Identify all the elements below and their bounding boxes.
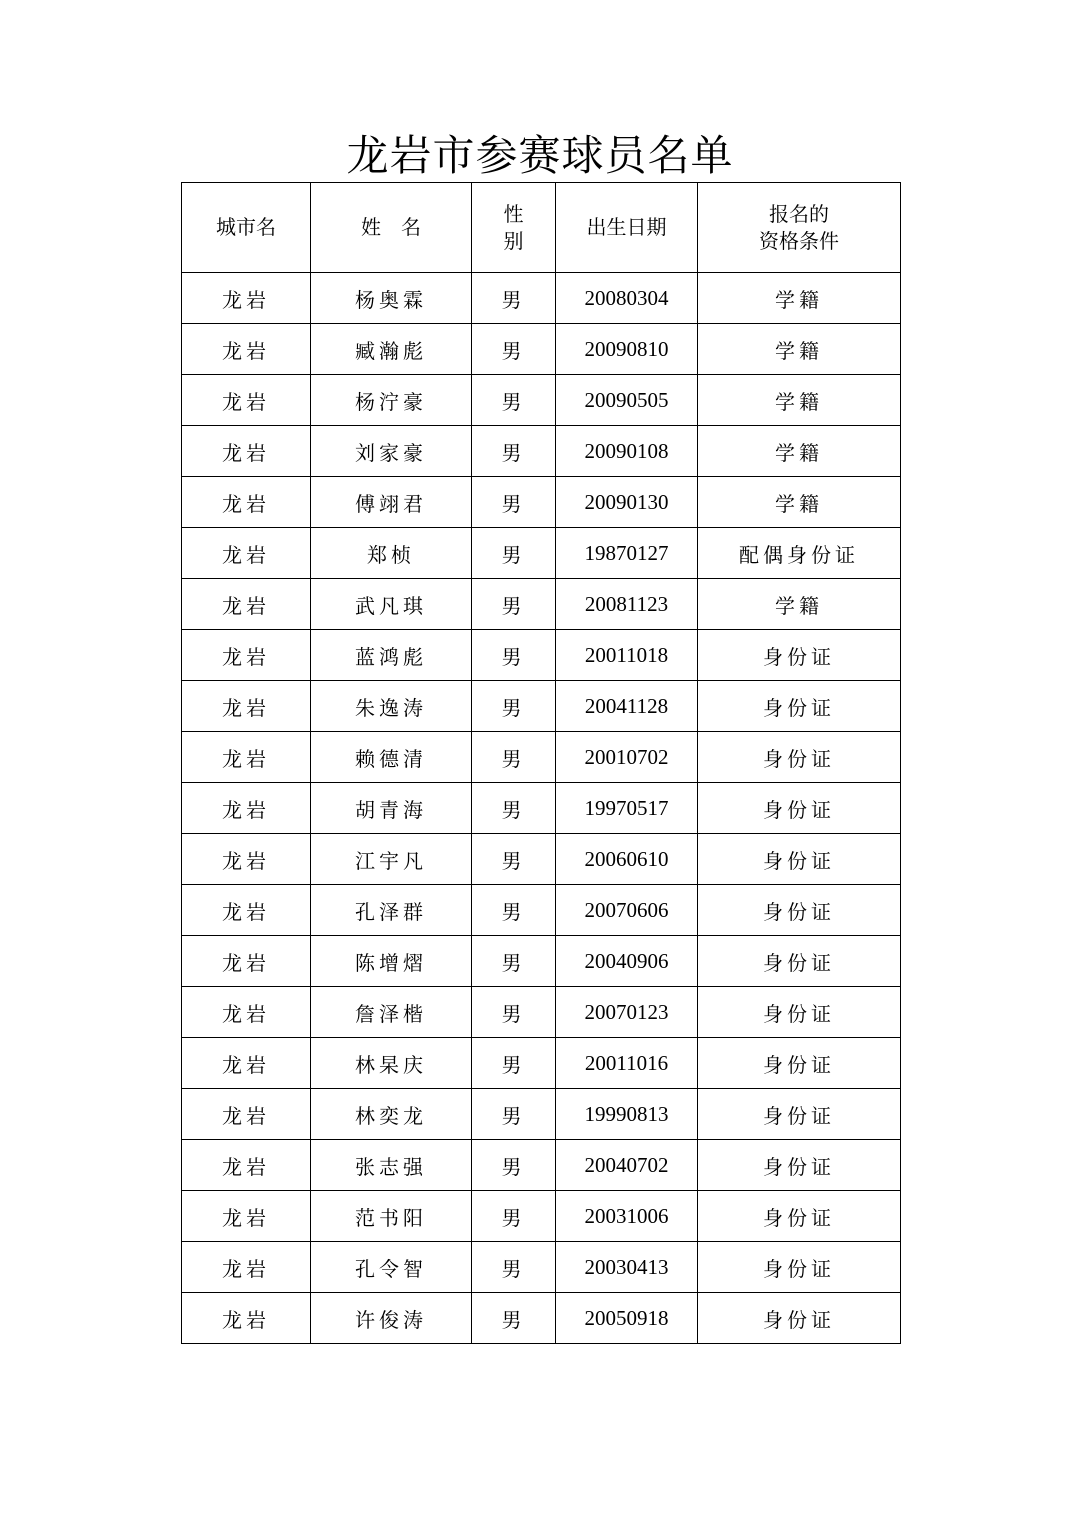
cell-eligibility: 学籍 (698, 579, 901, 630)
cell-gender: 男 (472, 987, 556, 1038)
table-row (182, 885, 901, 936)
table-row (182, 1242, 901, 1293)
cell-gender: 男 (472, 630, 556, 681)
cell-name: 杨泞豪 (311, 375, 472, 426)
cell-name: 孔泽群 (311, 885, 472, 936)
cell-eligibility: 身份证 (698, 834, 901, 885)
cell-name: 郑桢 (311, 528, 472, 579)
table-row (182, 987, 901, 1038)
table-row (182, 1038, 901, 1089)
cell-birth-date: 19990813 (556, 1089, 698, 1140)
cell-birth-date: 20070606 (556, 885, 698, 936)
cell-city: 龙岩 (182, 1191, 311, 1242)
cell-eligibility: 身份证 (698, 681, 901, 732)
cell-name: 傅翊君 (311, 477, 472, 528)
cell-gender: 男 (472, 732, 556, 783)
cell-eligibility: 身份证 (698, 1242, 901, 1293)
page-title: 龙岩市参赛球员名单 (346, 131, 734, 180)
cell-eligibility: 身份证 (698, 1038, 901, 1089)
cell-city: 龙岩 (182, 273, 311, 324)
cell-city: 龙岩 (182, 1293, 311, 1344)
cell-name: 江宇凡 (311, 834, 472, 885)
header-name: 姓 名 (311, 183, 472, 273)
cell-name: 武凡琪 (311, 579, 472, 630)
cell-name: 臧瀚彪 (311, 324, 472, 375)
cell-eligibility: 身份证 (698, 987, 901, 1038)
header-birth-date: 出生日期 (556, 183, 698, 273)
table-row (182, 273, 901, 324)
cell-birth-date: 19970517 (556, 783, 698, 834)
cell-eligibility: 身份证 (698, 1191, 901, 1242)
cell-birth-date: 20040906 (556, 936, 698, 987)
cell-city: 龙岩 (182, 630, 311, 681)
cell-gender: 男 (472, 834, 556, 885)
table-row (182, 324, 901, 375)
cell-city: 龙岩 (182, 681, 311, 732)
cell-gender: 男 (472, 1089, 556, 1140)
cell-birth-date: 19870127 (556, 528, 698, 579)
cell-birth-date: 20090108 (556, 426, 698, 477)
cell-city: 龙岩 (182, 579, 311, 630)
table-row (182, 1140, 901, 1191)
header-eligibility: 报名的 资格条件 (698, 183, 901, 273)
cell-birth-date: 20031006 (556, 1191, 698, 1242)
cell-birth-date: 20060610 (556, 834, 698, 885)
cell-city: 龙岩 (182, 783, 311, 834)
cell-eligibility: 身份证 (698, 885, 901, 936)
cell-gender: 男 (472, 1191, 556, 1242)
cell-eligibility: 学籍 (698, 477, 901, 528)
cell-city: 龙岩 (182, 477, 311, 528)
cell-name: 林杲庆 (311, 1038, 472, 1089)
cell-birth-date: 20011018 (556, 630, 698, 681)
cell-eligibility: 身份证 (698, 783, 901, 834)
cell-birth-date: 20030413 (556, 1242, 698, 1293)
cell-gender: 男 (472, 1140, 556, 1191)
cell-name: 刘家豪 (311, 426, 472, 477)
cell-birth-date: 20090505 (556, 375, 698, 426)
cell-city: 龙岩 (182, 375, 311, 426)
cell-eligibility: 身份证 (698, 1293, 901, 1344)
table-row (182, 834, 901, 885)
cell-gender: 男 (472, 1293, 556, 1344)
cell-gender: 男 (472, 681, 556, 732)
table-row (182, 732, 901, 783)
cell-birth-date: 20040702 (556, 1140, 698, 1191)
table-row (182, 1191, 901, 1242)
cell-city: 龙岩 (182, 732, 311, 783)
cell-gender: 男 (472, 579, 556, 630)
table-row (182, 426, 901, 477)
cell-city: 龙岩 (182, 1089, 311, 1140)
cell-city: 龙岩 (182, 936, 311, 987)
cell-city: 龙岩 (182, 1140, 311, 1191)
cell-eligibility: 身份证 (698, 936, 901, 987)
cell-birth-date: 20011016 (556, 1038, 698, 1089)
cell-birth-date: 20050918 (556, 1293, 698, 1344)
table-row (182, 681, 901, 732)
cell-name: 赖德清 (311, 732, 472, 783)
cell-gender: 男 (472, 528, 556, 579)
cell-name: 林奕龙 (311, 1089, 472, 1140)
cell-gender: 男 (472, 477, 556, 528)
cell-city: 龙岩 (182, 987, 311, 1038)
table-row (182, 1089, 901, 1140)
table-row (182, 783, 901, 834)
table-row (182, 1293, 901, 1344)
cell-gender: 男 (472, 375, 556, 426)
header-city: 城市名 (182, 183, 311, 273)
cell-gender: 男 (472, 936, 556, 987)
player-roster-table (181, 182, 901, 1344)
cell-eligibility: 配偶身份证 (698, 528, 901, 579)
cell-birth-date: 20090810 (556, 324, 698, 375)
table-row (182, 936, 901, 987)
table-row (182, 528, 901, 579)
cell-gender: 男 (472, 783, 556, 834)
cell-name: 许俊涛 (311, 1293, 472, 1344)
cell-eligibility: 身份证 (698, 732, 901, 783)
table-header-row (182, 183, 901, 273)
cell-gender: 男 (472, 426, 556, 477)
cell-city: 龙岩 (182, 834, 311, 885)
cell-eligibility: 身份证 (698, 630, 901, 681)
cell-gender: 男 (472, 273, 556, 324)
table-row (182, 375, 901, 426)
cell-city: 龙岩 (182, 324, 311, 375)
cell-name: 陈增熠 (311, 936, 472, 987)
cell-gender: 男 (472, 1242, 556, 1293)
cell-gender: 男 (472, 324, 556, 375)
header-gender: 性 别 (472, 183, 556, 273)
cell-eligibility: 身份证 (698, 1089, 901, 1140)
cell-birth-date: 20081123 (556, 579, 698, 630)
cell-eligibility: 学籍 (698, 375, 901, 426)
table-row (182, 630, 901, 681)
cell-name: 朱逸涛 (311, 681, 472, 732)
cell-birth-date: 20041128 (556, 681, 698, 732)
cell-eligibility: 学籍 (698, 426, 901, 477)
cell-name: 杨奥霖 (311, 273, 472, 324)
cell-birth-date: 20090130 (556, 477, 698, 528)
cell-name: 胡青海 (311, 783, 472, 834)
cell-name: 孔令智 (311, 1242, 472, 1293)
cell-city: 龙岩 (182, 885, 311, 936)
cell-city: 龙岩 (182, 426, 311, 477)
cell-name: 范书阳 (311, 1191, 472, 1242)
table-body (182, 273, 901, 1344)
cell-city: 龙岩 (182, 1038, 311, 1089)
cell-birth-date: 20010702 (556, 732, 698, 783)
table-row (182, 579, 901, 630)
cell-name: 詹泽楷 (311, 987, 472, 1038)
cell-eligibility: 学籍 (698, 273, 901, 324)
cell-gender: 男 (472, 885, 556, 936)
cell-city: 龙岩 (182, 1242, 311, 1293)
cell-name: 张志强 (311, 1140, 472, 1191)
cell-birth-date: 20080304 (556, 273, 698, 324)
cell-birth-date: 20070123 (556, 987, 698, 1038)
cell-name: 蓝鸿彪 (311, 630, 472, 681)
cell-city: 龙岩 (182, 528, 311, 579)
cell-eligibility: 身份证 (698, 1140, 901, 1191)
cell-gender: 男 (472, 1038, 556, 1089)
cell-eligibility: 学籍 (698, 324, 901, 375)
table-row (182, 477, 901, 528)
